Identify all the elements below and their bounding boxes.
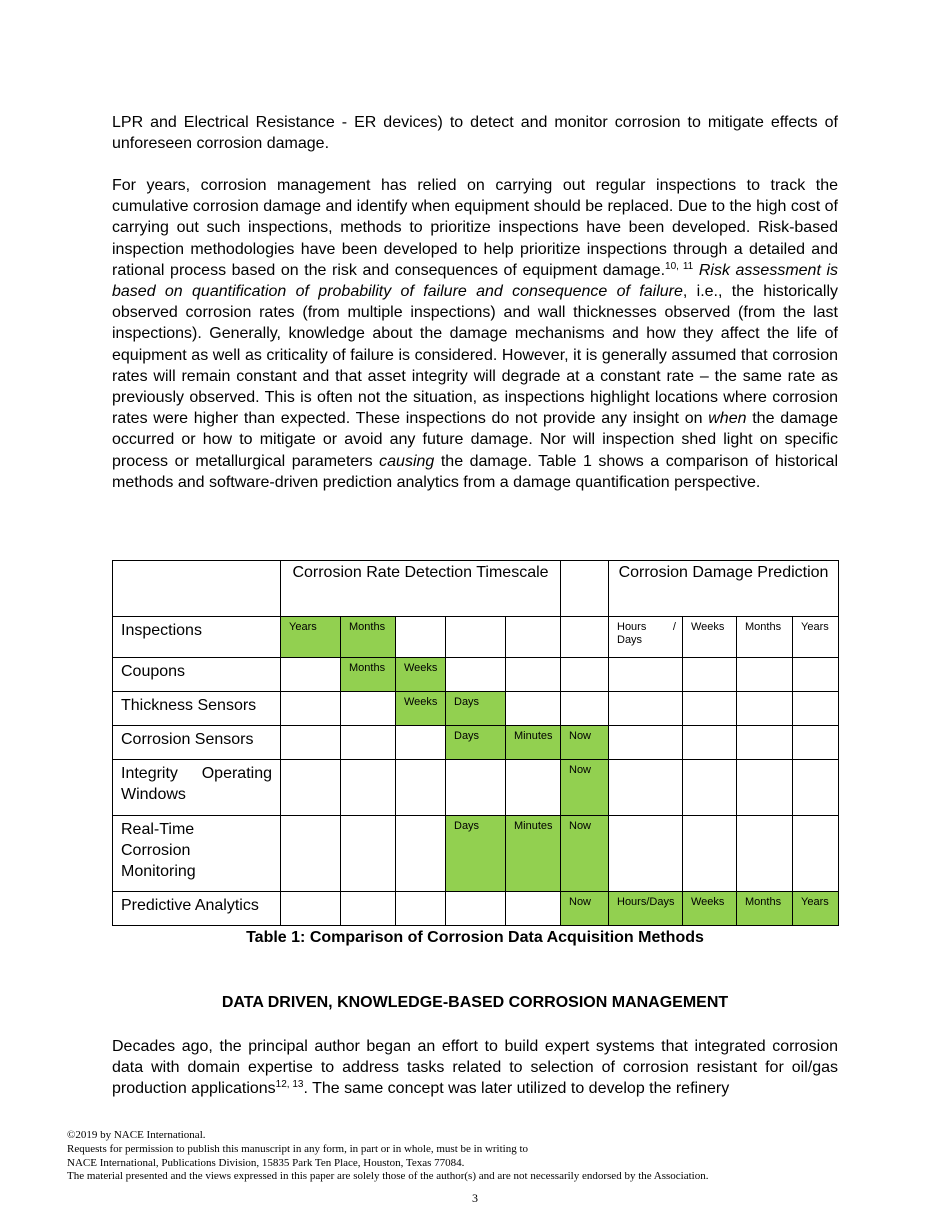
cell-text: Days [454,820,480,832]
table-corner-cell [113,561,281,617]
italic-causing: causing [379,452,435,470]
paragraph-2-text-d: the damage. Table 1 shows a comparison of historical methods and software-driven prediction analytics from a damage quantification perspective. [112,452,838,491]
cell-text: Now [569,764,592,776]
paragraph-3-text-a: Decades ago, the principal author began an effort to build expert systems that integrated corrosion data with domain expertise to address tasks related to selection of corrosion resistant for oil/gas production applications [112,1038,838,1098]
section-heading: DATA DRIVEN, KNOWLEDGE-BASED CORROSION MANAGEMENT [221,994,729,1011]
cell-text: Minutes [514,730,553,742]
row-label-inspections: Inspections [113,617,281,658]
footer-line: The material presented and the views expressed in this paper are solely those of the author(s) and are not necessarily endorsed by the Association. [67,1170,709,1183]
cell-text: Years [289,621,317,633]
cell-text: Hours/Days [617,896,675,908]
cell-text: Months [745,621,782,633]
paragraph-2 [112,175,838,493]
row-label-coupons: Coupons [113,658,281,692]
table-row-integrity-operating-windows [113,760,839,816]
table-row-coupons [113,658,839,692]
row-label-line: Integrity Operating [121,765,272,782]
comparison-table [112,560,839,926]
cell-text: Now [569,896,592,908]
paragraph-3 [112,1036,838,1100]
cell-text: Weeks [691,896,725,908]
citation-12-13: 12, 13 [275,1079,304,1091]
table-row-inspections [113,617,839,658]
table-header-row [113,561,839,617]
row-label-corrosion-sensors: Corrosion Sensors [113,726,281,760]
footer-line: NACE International, Publications Division, 15835 Park Ten Place, Houston, Texas 77084. [67,1156,465,1169]
paragraph-1-text: LPR and Electrical Resistance - ER devices) to detect and monitor corrosion to mitigate effects of unforeseen corrosion damage. [112,114,838,153]
paragraph-2-text-a: For years, corrosion management has relied on carrying out regular inspections to track the cumulative corrosion damage and identify when equipment should be replaced. Due to the high cost of carrying out such inspections, methods to prioritize inspections have been developed. Risk-based inspection methodologies have been developed to help prioritize inspections through a detailed and rational process based on the risk and consequences of equipment damage. [112,177,838,279]
cell-text: Weeks [404,662,438,674]
cell-text: Months [349,662,386,674]
cell-text: Now [569,730,592,742]
table-row-real-time-monitoring [113,816,839,892]
row-label-thickness-sensors: Thickness Sensors [113,692,281,726]
cell-text: Hours / [617,621,676,633]
page-number: 3 [472,1191,478,1205]
cell-text: Now [569,820,592,832]
row-label-integrity-operating-windows [113,760,281,816]
italic-when: when [708,410,747,428]
copyright-footer [67,1129,887,1184]
cell-text: Minutes [514,820,553,832]
row-label-predictive-analytics: Predictive Analytics [113,892,281,926]
italic-risk-assessment: Risk assessment is based on quantification of probability of failure and consequence of failure [112,261,839,301]
paragraph-2-text-b: , i.e., the historically observed corrosion rates (from multiple inspections) and wall thicknesses observed (from the last inspections). Generally, knowledge about the damage mechanisms and how they affect the life of equipment as well as criticality of failure is considered. However, it is generally assumed that corrosion rates will remain constant and that asset integrity will degrade at a constant rate – the same rate as previously observed. This is often not the situation, as inspections highlight locations where corrosion rates were higher than expected. These inspections do not provide any insight on [112,283,838,428]
table-row-thickness-sensors [113,692,839,726]
table-row-corrosion-sensors [113,726,839,760]
footer-line: Requests for permission to publish this manuscript in any form, in part or in whole, must be in writing to [67,1142,529,1155]
paragraph-2-text-c: the damage occurred or how to mitigate or avoid any future damage. Nor will inspection shed light on specific process or metallurgical parameters [112,410,839,470]
paragraph-3-text-b: . The same concept was later utilized to develop the refinery [303,1080,730,1098]
cell-text: Months [745,896,782,908]
cell-text: Years [801,896,829,908]
footer-line: ©2019 by NACE International. [67,1129,206,1141]
cell-text: Years [801,621,829,633]
cell-text: Days [454,696,480,708]
cell-text: Months [349,621,386,633]
row-label-line: Windows [121,786,186,803]
header-damage-prediction: Corrosion Damage Prediction [609,561,839,617]
header-detection-timescale: Corrosion Rate Detection Timescale [281,561,561,617]
table-row-predictive-analytics [113,892,839,926]
table-caption: Table 1: Comparison of Corrosion Data Acquisition Methods [246,929,704,946]
cell-text: Weeks [691,621,725,633]
cell-text: Days [454,730,480,742]
cell-text: Weeks [404,696,438,708]
paragraph-1 [112,112,838,154]
cell-text: Days [617,634,643,646]
row-label-real-time-monitoring: Real-Time Corrosion Monitoring [113,816,281,892]
citation-10-11: 10, 11 [665,260,694,272]
table-header-gap-cell [561,561,609,617]
